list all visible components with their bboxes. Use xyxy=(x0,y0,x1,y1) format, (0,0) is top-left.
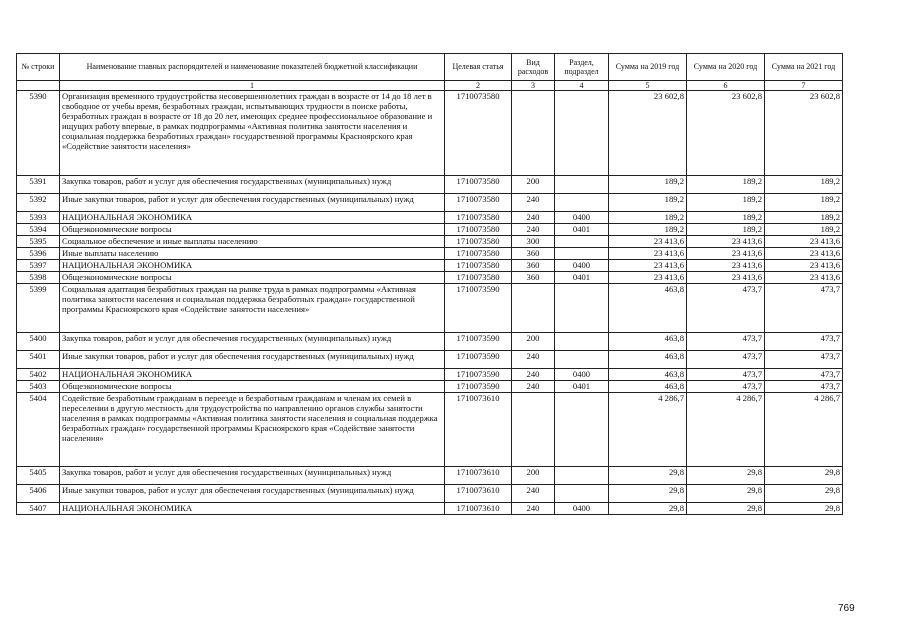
row-target-article: 1710073580 xyxy=(445,212,512,224)
row-name: Закупка товаров, работ и услуг для обеспечения государственных (муниципальных) нужд xyxy=(60,467,445,485)
row-target-article: 1710073610 xyxy=(445,503,512,515)
table-row xyxy=(17,467,843,485)
row-sum-2019: 189,2 xyxy=(609,224,687,236)
row-number: 5402 xyxy=(17,369,60,381)
row-sum-2021: 23 413,6 xyxy=(765,272,843,284)
table-row xyxy=(17,194,843,212)
row-section: 0400 xyxy=(555,212,609,224)
row-number: 5395 xyxy=(17,236,60,248)
row-target-article: 1710073580 xyxy=(445,224,512,236)
table-row xyxy=(17,176,843,194)
row-sum-2019: 463,8 xyxy=(609,284,687,333)
row-name: Иные закупки товаров, работ и услуг для обеспечения государственных (муниципальных) нужд xyxy=(60,351,445,369)
row-expense-type: 300 xyxy=(512,236,555,248)
page-number: 769 xyxy=(838,603,855,614)
row-sum-2021: 473,7 xyxy=(765,284,843,333)
row-number: 5401 xyxy=(17,351,60,369)
row-section xyxy=(555,467,609,485)
row-target-article: 1710073580 xyxy=(445,176,512,194)
column-index xyxy=(17,81,60,91)
row-sum-2021: 189,2 xyxy=(765,194,843,212)
row-sum-2019: 189,2 xyxy=(609,194,687,212)
row-target-article: 1710073610 xyxy=(445,393,512,467)
row-sum-2019: 29,8 xyxy=(609,467,687,485)
row-sum-2020: 29,8 xyxy=(687,503,765,515)
column-index-row xyxy=(17,81,843,91)
row-expense-type: 200 xyxy=(512,176,555,194)
row-section: 0401 xyxy=(555,381,609,393)
row-sum-2020: 189,2 xyxy=(687,194,765,212)
table-row xyxy=(17,485,843,503)
row-sum-2021: 473,7 xyxy=(765,369,843,381)
header-section: Раздел, подраздел xyxy=(555,54,609,81)
header-name: Наименование главных распорядителей и наименование показателей бюджетной классификации xyxy=(60,54,445,81)
row-sum-2019: 463,8 xyxy=(609,333,687,351)
column-index: 4 xyxy=(555,81,609,91)
row-sum-2021: 29,8 xyxy=(765,485,843,503)
row-expense-type: 240 xyxy=(512,212,555,224)
row-sum-2020: 473,7 xyxy=(687,284,765,333)
row-target-article: 1710073580 xyxy=(445,260,512,272)
row-number: 5399 xyxy=(17,284,60,333)
row-name: Закупка товаров, работ и услуг для обеспечения государственных (муниципальных) нужд xyxy=(60,333,445,351)
row-section: 0401 xyxy=(555,272,609,284)
row-number: 5406 xyxy=(17,485,60,503)
row-expense-type xyxy=(512,284,555,333)
row-sum-2020: 189,2 xyxy=(687,176,765,194)
row-expense-type: 240 xyxy=(512,194,555,212)
row-name: Социальное обеспечение и иные выплаты населению xyxy=(60,236,445,248)
row-sum-2020: 23 413,6 xyxy=(687,248,765,260)
row-name: Социальная адаптация безработных граждан на рынке труда в рамках подпрограммы «Активная политика занятости населения и социальная поддержка безработных граждан» государственной программы Красноярского края «Содействие занятости населения» xyxy=(60,284,445,333)
table-row xyxy=(17,91,843,176)
row-number: 5398 xyxy=(17,272,60,284)
row-section xyxy=(555,176,609,194)
table-header xyxy=(17,54,843,91)
row-expense-type: 360 xyxy=(512,248,555,260)
row-sum-2019: 23 413,6 xyxy=(609,260,687,272)
row-sum-2021: 189,2 xyxy=(765,212,843,224)
row-sum-2021: 23 602,8 xyxy=(765,91,843,176)
column-index: 6 xyxy=(687,81,765,91)
header-target-article: Целевая статья xyxy=(445,54,512,81)
row-section xyxy=(555,248,609,260)
table-row xyxy=(17,284,843,333)
row-sum-2021: 189,2 xyxy=(765,176,843,194)
row-sum-2019: 29,8 xyxy=(609,503,687,515)
table-row xyxy=(17,248,843,260)
row-expense-type xyxy=(512,91,555,176)
column-index: 3 xyxy=(512,81,555,91)
row-expense-type: 200 xyxy=(512,333,555,351)
row-sum-2021: 473,7 xyxy=(765,351,843,369)
row-target-article: 1710073590 xyxy=(445,284,512,333)
row-section: 0400 xyxy=(555,503,609,515)
header-row xyxy=(17,54,843,81)
row-name: НАЦИОНАЛЬНАЯ ЭКОНОМИКА xyxy=(60,212,445,224)
row-target-article: 1710073580 xyxy=(445,236,512,248)
table-row xyxy=(17,212,843,224)
row-section xyxy=(555,351,609,369)
row-name: НАЦИОНАЛЬНАЯ ЭКОНОМИКА xyxy=(60,369,445,381)
table-row xyxy=(17,503,843,515)
row-expense-type: 240 xyxy=(512,503,555,515)
row-sum-2019: 29,8 xyxy=(609,485,687,503)
column-index: 1 xyxy=(60,81,445,91)
row-number: 5390 xyxy=(17,91,60,176)
row-sum-2019: 189,2 xyxy=(609,176,687,194)
row-number: 5404 xyxy=(17,393,60,467)
header-sum-2020: Сумма на 2020 год xyxy=(687,54,765,81)
budget-table xyxy=(16,53,843,515)
row-target-article: 1710073590 xyxy=(445,333,512,351)
table-row xyxy=(17,351,843,369)
row-number: 5393 xyxy=(17,212,60,224)
row-target-article: 1710073580 xyxy=(445,248,512,260)
row-number: 5396 xyxy=(17,248,60,260)
row-section xyxy=(555,194,609,212)
row-sum-2021: 29,8 xyxy=(765,503,843,515)
row-name: Общеэкономические вопросы xyxy=(60,224,445,236)
column-index: 7 xyxy=(765,81,843,91)
row-sum-2020: 189,2 xyxy=(687,224,765,236)
row-expense-type: 240 xyxy=(512,369,555,381)
row-expense-type: 240 xyxy=(512,224,555,236)
row-name: НАЦИОНАЛЬНАЯ ЭКОНОМИКА xyxy=(60,503,445,515)
row-number: 5405 xyxy=(17,467,60,485)
row-section xyxy=(555,333,609,351)
row-sum-2020: 23 413,6 xyxy=(687,260,765,272)
row-sum-2019: 463,8 xyxy=(609,381,687,393)
row-sum-2020: 23 413,6 xyxy=(687,272,765,284)
table-row xyxy=(17,224,843,236)
row-sum-2019: 463,8 xyxy=(609,351,687,369)
row-name: Закупка товаров, работ и услуг для обеспечения государственных (муниципальных) нужд xyxy=(60,176,445,194)
row-expense-type: 240 xyxy=(512,351,555,369)
row-number: 5407 xyxy=(17,503,60,515)
column-index: 5 xyxy=(609,81,687,91)
row-expense-type: 360 xyxy=(512,272,555,284)
row-target-article: 1710073610 xyxy=(445,485,512,503)
row-sum-2019: 23 413,6 xyxy=(609,248,687,260)
row-expense-type: 360 xyxy=(512,260,555,272)
row-target-article: 1710073590 xyxy=(445,369,512,381)
row-section xyxy=(555,284,609,333)
row-number: 5397 xyxy=(17,260,60,272)
row-name: Организация временного трудоустройства несовершеннолетних граждан в возрасте от 14 до 18 лет в свободное от учебы время, безработных граждан, испытывающих трудности в поиске работы, безработных граждан в возрасте от 18 до 20 лет, имеющих среднее профессиональное образование и ищущих работу впервые, в рамках подпрограммы «Активная политика занятости населения и социальная поддержка безработных граждан» государственной программы Красноярского края «Содействие занятости населения» xyxy=(60,91,445,176)
row-sum-2020: 473,7 xyxy=(687,351,765,369)
row-expense-type: 240 xyxy=(512,381,555,393)
row-section: 0400 xyxy=(555,369,609,381)
table-row xyxy=(17,236,843,248)
row-section xyxy=(555,485,609,503)
header-row-number: № строки xyxy=(17,54,60,81)
row-sum-2021: 189,2 xyxy=(765,224,843,236)
row-sum-2021: 23 413,6 xyxy=(765,236,843,248)
row-target-article: 1710073590 xyxy=(445,381,512,393)
row-sum-2021: 4 286,7 xyxy=(765,393,843,467)
row-name: Иные закупки товаров, работ и услуг для обеспечения государственных (муниципальных) нужд xyxy=(60,194,445,212)
table-row xyxy=(17,393,843,467)
row-sum-2021: 473,7 xyxy=(765,333,843,351)
row-target-article: 1710073610 xyxy=(445,467,512,485)
row-expense-type: 240 xyxy=(512,485,555,503)
row-sum-2020: 23 602,8 xyxy=(687,91,765,176)
budget-table-sheet xyxy=(16,53,842,515)
row-sum-2021: 23 413,6 xyxy=(765,260,843,272)
row-sum-2020: 473,7 xyxy=(687,369,765,381)
row-expense-type: 200 xyxy=(512,467,555,485)
row-section: 0400 xyxy=(555,260,609,272)
row-name: Иные закупки товаров, работ и услуг для обеспечения государственных (муниципальных) нужд xyxy=(60,485,445,503)
table-row xyxy=(17,272,843,284)
row-sum-2019: 463,8 xyxy=(609,369,687,381)
row-target-article: 1710073580 xyxy=(445,194,512,212)
row-name: Иные выплаты населению xyxy=(60,248,445,260)
row-sum-2020: 473,7 xyxy=(687,381,765,393)
row-sum-2019: 23 602,8 xyxy=(609,91,687,176)
row-sum-2020: 29,8 xyxy=(687,485,765,503)
row-sum-2020: 4 286,7 xyxy=(687,393,765,467)
row-number: 5403 xyxy=(17,381,60,393)
row-sum-2019: 4 286,7 xyxy=(609,393,687,467)
row-section: 0401 xyxy=(555,224,609,236)
row-sum-2021: 23 413,6 xyxy=(765,248,843,260)
row-sum-2020: 29,8 xyxy=(687,467,765,485)
row-number: 5391 xyxy=(17,176,60,194)
row-target-article: 1710073590 xyxy=(445,351,512,369)
header-sum-2019: Сумма на 2019 год xyxy=(609,54,687,81)
table-row xyxy=(17,260,843,272)
row-name: Общеэкономические вопросы xyxy=(60,381,445,393)
row-sum-2020: 473,7 xyxy=(687,333,765,351)
row-section xyxy=(555,393,609,467)
table-row xyxy=(17,369,843,381)
row-sum-2019: 189,2 xyxy=(609,212,687,224)
row-sum-2020: 23 413,6 xyxy=(687,236,765,248)
row-number: 5392 xyxy=(17,194,60,212)
row-expense-type xyxy=(512,393,555,467)
table-row xyxy=(17,381,843,393)
row-sum-2021: 29,8 xyxy=(765,467,843,485)
header-expense-type: Вид расходов xyxy=(512,54,555,81)
row-section xyxy=(555,91,609,176)
row-sum-2020: 189,2 xyxy=(687,212,765,224)
table-body xyxy=(17,91,843,515)
row-target-article: 1710073580 xyxy=(445,272,512,284)
header-sum-2021: Сумма на 2021 год xyxy=(765,54,843,81)
row-section xyxy=(555,236,609,248)
row-name: Содействие безработным гражданам в переезде и безработным гражданам и членам их семей в переселении в другую местность для трудоустройства по направлению органов службы занятости населения в рамках подпрограммы «Активная политика занятости населения и социальная поддержка безработных граждан» государственной программы Красноярского края «Содействие занятости населения» xyxy=(60,393,445,467)
row-sum-2019: 23 413,6 xyxy=(609,236,687,248)
row-name: НАЦИОНАЛЬНАЯ ЭКОНОМИКА xyxy=(60,260,445,272)
table-row xyxy=(17,333,843,351)
row-target-article: 1710073580 xyxy=(445,91,512,176)
row-sum-2019: 23 413,6 xyxy=(609,272,687,284)
column-index: 2 xyxy=(445,81,512,91)
row-number: 5394 xyxy=(17,224,60,236)
row-sum-2021: 473,7 xyxy=(765,381,843,393)
row-number: 5400 xyxy=(17,333,60,351)
row-name: Общеэкономические вопросы xyxy=(60,272,445,284)
